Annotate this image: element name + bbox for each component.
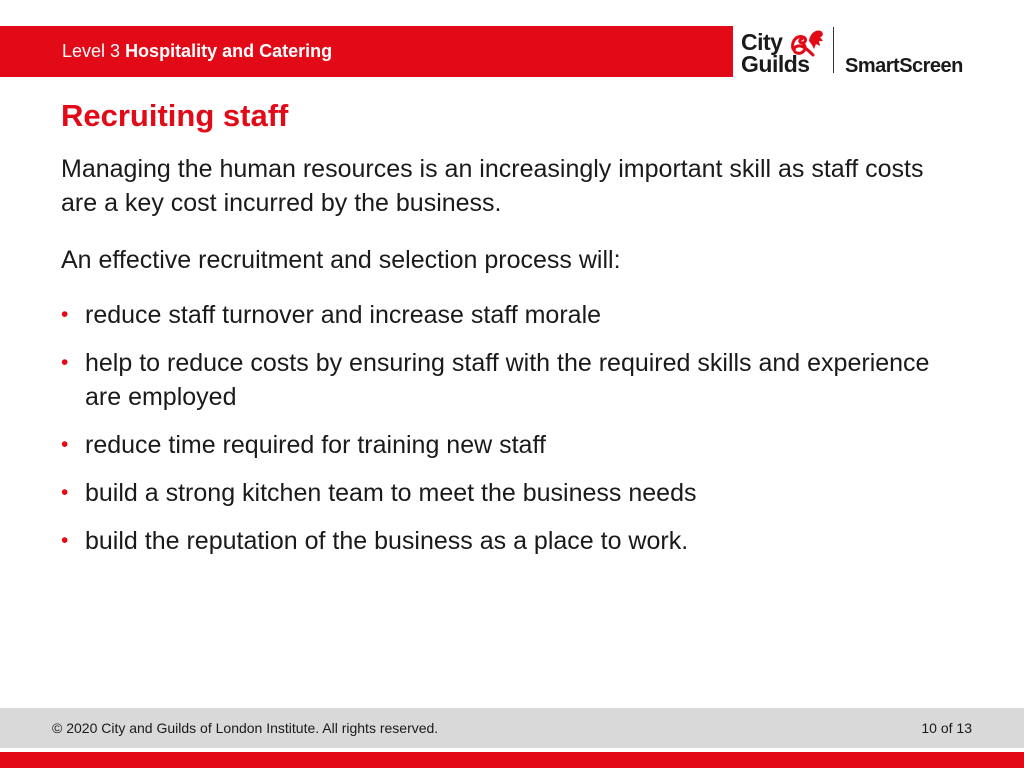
bullet-item [61, 298, 961, 332]
bullet-marker: • [61, 481, 69, 504]
bullet-text: reduce time required for training new staff [85, 431, 546, 459]
slide-title: Recruiting staff [61, 98, 289, 133]
header-bar [0, 26, 733, 77]
bullet-list [61, 298, 961, 572]
bullet-marker: • [61, 529, 69, 552]
course-level: Level 3 [62, 41, 121, 61]
footer-bar [0, 708, 1024, 748]
lion-ampersand-icon [789, 27, 825, 57]
bullet-text: build a strong kitchen team to meet the business needs [85, 479, 697, 507]
lead-paragraph: An effective recruitment and selection process will: [61, 246, 621, 274]
bullet-text: help to reduce costs by ensuring staff with the required skills and experience are employed [85, 349, 930, 411]
logo-city-text: City [741, 29, 783, 55]
logo-guilds-text: Guilds [741, 51, 810, 77]
logo-divider [833, 27, 834, 73]
logo-smartscreen-text: SmartScreen [845, 55, 963, 77]
bullet-text: build the reputation of the business as a place to work. [85, 527, 689, 555]
bullet-marker: • [61, 303, 69, 326]
course-subject: Hospitality and Catering [125, 41, 333, 61]
bullet-item [61, 476, 961, 510]
copyright-notice: © 2020 City and Guilds of London Institute. All rights reserved. [52, 720, 439, 736]
bottom-accent-bar [0, 752, 1024, 768]
bullet-item [61, 524, 961, 558]
bullet-item [61, 346, 961, 414]
bullet-text: reduce staff turnover and increase staff morale [85, 301, 602, 329]
bullet-marker: • [61, 351, 69, 374]
course-heading [62, 41, 332, 62]
page-counter: 10 of 13 [921, 720, 972, 736]
city-and-guilds-smartscreen-logo [741, 27, 981, 79]
bullet-marker: • [61, 433, 69, 456]
intro-paragraph: Managing the human resources is an increasingly important skill as staff costs are a key cost incurred by the business. [61, 155, 924, 217]
bullet-item [61, 428, 961, 462]
